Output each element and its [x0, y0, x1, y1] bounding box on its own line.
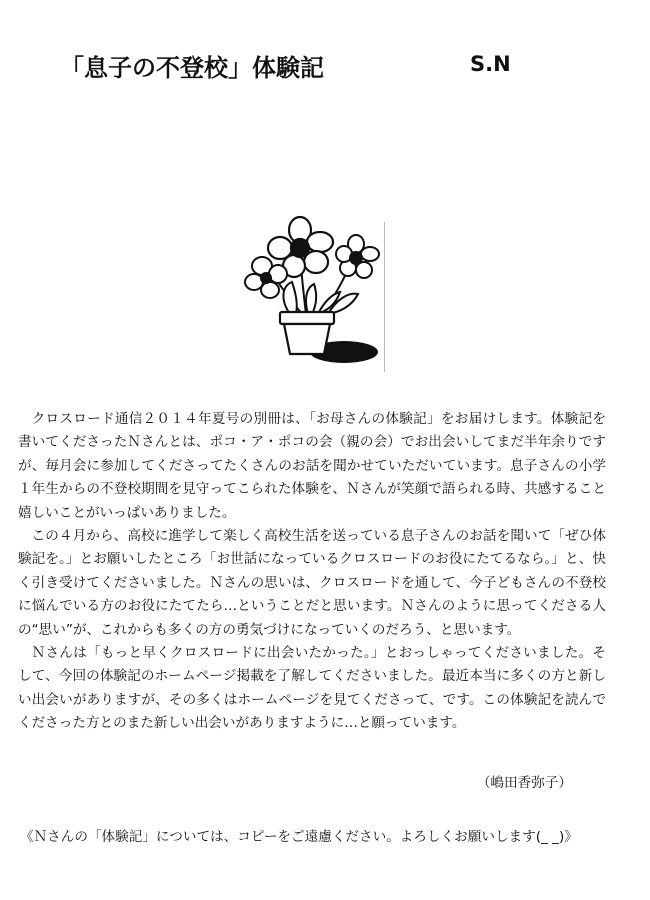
document-title: 「息子の不登校」体験記 [60, 54, 324, 82]
body-text [18, 408, 606, 736]
scan-line-mark [384, 222, 385, 372]
paragraph-1: クロスロード通信２０１４年夏号の別冊は、「お母さんの体験記」をお届けします。体験記を書いてくださったＮさんとは、ポコ・ア・ポコの会（親の会）でお出会いしてまだ半年余りですが、毎月会に参加してくださってたくさんのお話を聞かせていただいています。息子さんの小学１年生からの不登校期間を見守ってこられた体験を、Ｎさんが笑顔で語られる時、共感すること嬉しいことがいっぱいありました。 [18, 411, 606, 521]
flower-pot-illustration [232, 208, 412, 378]
paragraph-3: Ｎさんは「もっと早くクロスロードに出会いたかった。」とおっしゃってくださいました。そして、今回の体験記のホームページ掲載を了解してくださいました。最近本当に多くの方と新しい出会いがありますが、その多くはホームページを見てくださって、です。この体験記を読んでくださった方とのまた新しい出会いがありますように…と願っています。 [18, 645, 606, 732]
copy-notice: 《Ｎさんの「体験記」については、コピーをご遠慮ください。よろしくお願いします(_ _)》 [20, 829, 578, 845]
paragraph-2: この４月から、高校に進学して楽しく高校生活を送っている息子さんのお話を聞いて「ぜひ体験記を。」とお願いしたところ「お世話になっているクロスロードのお役にたてるなら。」と、快く引き受けてくださいました。Ｎさんの思いは、クロスロードを通して、今子どもさんの不登校に悩んでいる方のお役にたてたら…ということだと思います。Ｎさんのように思ってくださる人の“思い”が、これからも多くの方の勇気づけになっていくのだろう、と思います。 [18, 528, 606, 638]
signature: （嶋田香弥子） [476, 775, 572, 791]
author-initials: S.N [470, 52, 511, 76]
